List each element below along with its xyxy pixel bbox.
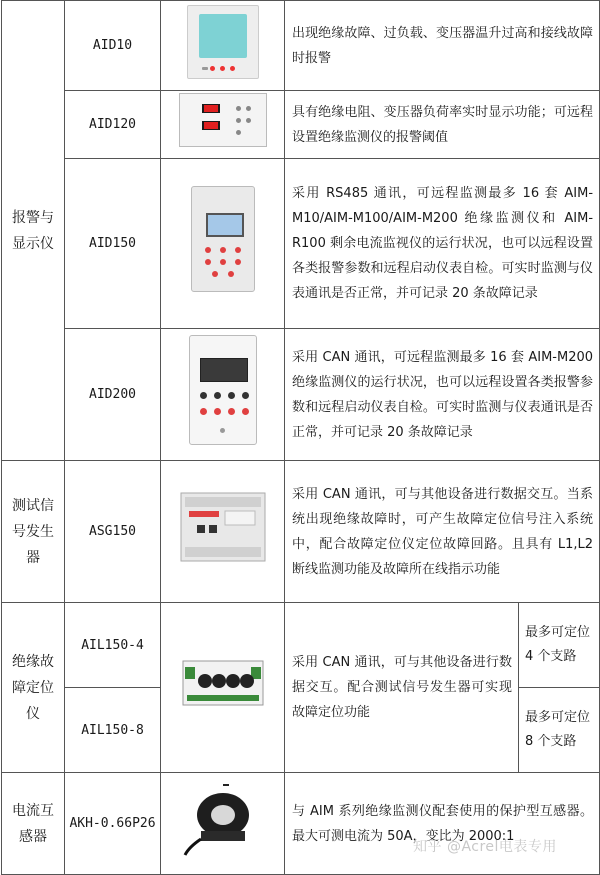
image-cell — [161, 603, 285, 773]
watermark: 知乎 @Acrel电表专用 — [413, 839, 557, 855]
category-fault-locator: 绝缘故障定位仪 — [2, 603, 65, 773]
table-row — [2, 91, 600, 159]
desc-aid10: 出现绝缘故障、过负载、变压器温升过高和接线故障时报警 — [285, 1, 600, 91]
table-row — [2, 1, 600, 91]
desc-asg150: 采用 CAN 通讯，可与其他设备进行数据交互。当系统出现绝缘故障时，可产生故障定位信号注入系统中，配合故障定位仪定位故障回路。且具有 L1,L2 断线监测功能及故障所在线指示功能 — [285, 461, 600, 603]
table-row — [2, 603, 600, 688]
model-ail150-4: AIL150-4 — [65, 603, 161, 688]
current-transformer-image — [183, 781, 263, 857]
aid120-device-image — [179, 93, 267, 147]
model-aid150: AID150 — [65, 159, 161, 329]
desc-ail150: 采用 CAN 通讯，可与其他设备进行数据交互。配合测试信号发生器可实现故障定位功能 — [285, 603, 519, 773]
table-row — [2, 773, 600, 875]
model-aid120: AID120 — [65, 91, 161, 159]
ail150-device-image — [181, 653, 265, 713]
model-aid10: AID10 — [65, 1, 161, 91]
note-ail150-4: 最多可定位 4 个支路 — [519, 603, 600, 688]
desc-aid120: 具有绝缘电阻、变压器负荷率实时显示功能；可远程设置绝缘监测仪的报警阈值 — [285, 91, 600, 159]
aid10-device-image — [187, 5, 259, 79]
table-row — [2, 329, 600, 461]
image-cell — [161, 159, 285, 329]
product-table — [1, 0, 600, 875]
desc-aid150: 采用 RS485 通讯，可远程监测最多 16 套 AIM-M10/AIM-M100/AIM-M200 绝缘监测仪和 AIM-R100 剩余电流监视仪的运行状况，也可以远程设置各类报警参数和远程启动仪表自检。可实时监测与仪表通讯是否正常，并可记录 20 条故障记录 — [285, 159, 600, 329]
image-cell — [161, 461, 285, 603]
image-cell — [161, 329, 285, 461]
table-row — [2, 159, 600, 329]
model-asg150: ASG150 — [65, 461, 161, 603]
model-akh: AKH-0.66P26 — [65, 773, 161, 875]
model-aid200: AID200 — [65, 329, 161, 461]
aid150-device-image — [191, 186, 255, 292]
image-cell — [161, 773, 285, 875]
category-alarm-display: 报警与显示仪 — [2, 1, 65, 461]
desc-akh: 与 AIM 系列绝缘监测仪配套使用的保护型互感器。最大可测电流为 50A，变比为 2000:1 — [285, 773, 600, 875]
desc-aid200: 采用 CAN 通讯，可远程监测最多 16 套 AIM-M200 绝缘监测仪的运行状况，也可以远程设置各类报警参数和远程启动仪表自检。可实时监测与仪表通讯是否正常，并可记录 20 条故障记录 — [285, 329, 600, 461]
category-current-transformer: 电流互感器 — [2, 773, 65, 875]
image-cell — [161, 91, 285, 159]
model-ail150-8: AIL150-8 — [65, 688, 161, 773]
category-signal-generator: 测试信号发生器 — [2, 461, 65, 603]
image-cell — [161, 1, 285, 91]
asg150-device-image — [175, 487, 271, 567]
aid200-device-image — [189, 335, 257, 445]
note-ail150-8: 最多可定位 8 个支路 — [519, 688, 600, 773]
table-row — [2, 461, 600, 603]
